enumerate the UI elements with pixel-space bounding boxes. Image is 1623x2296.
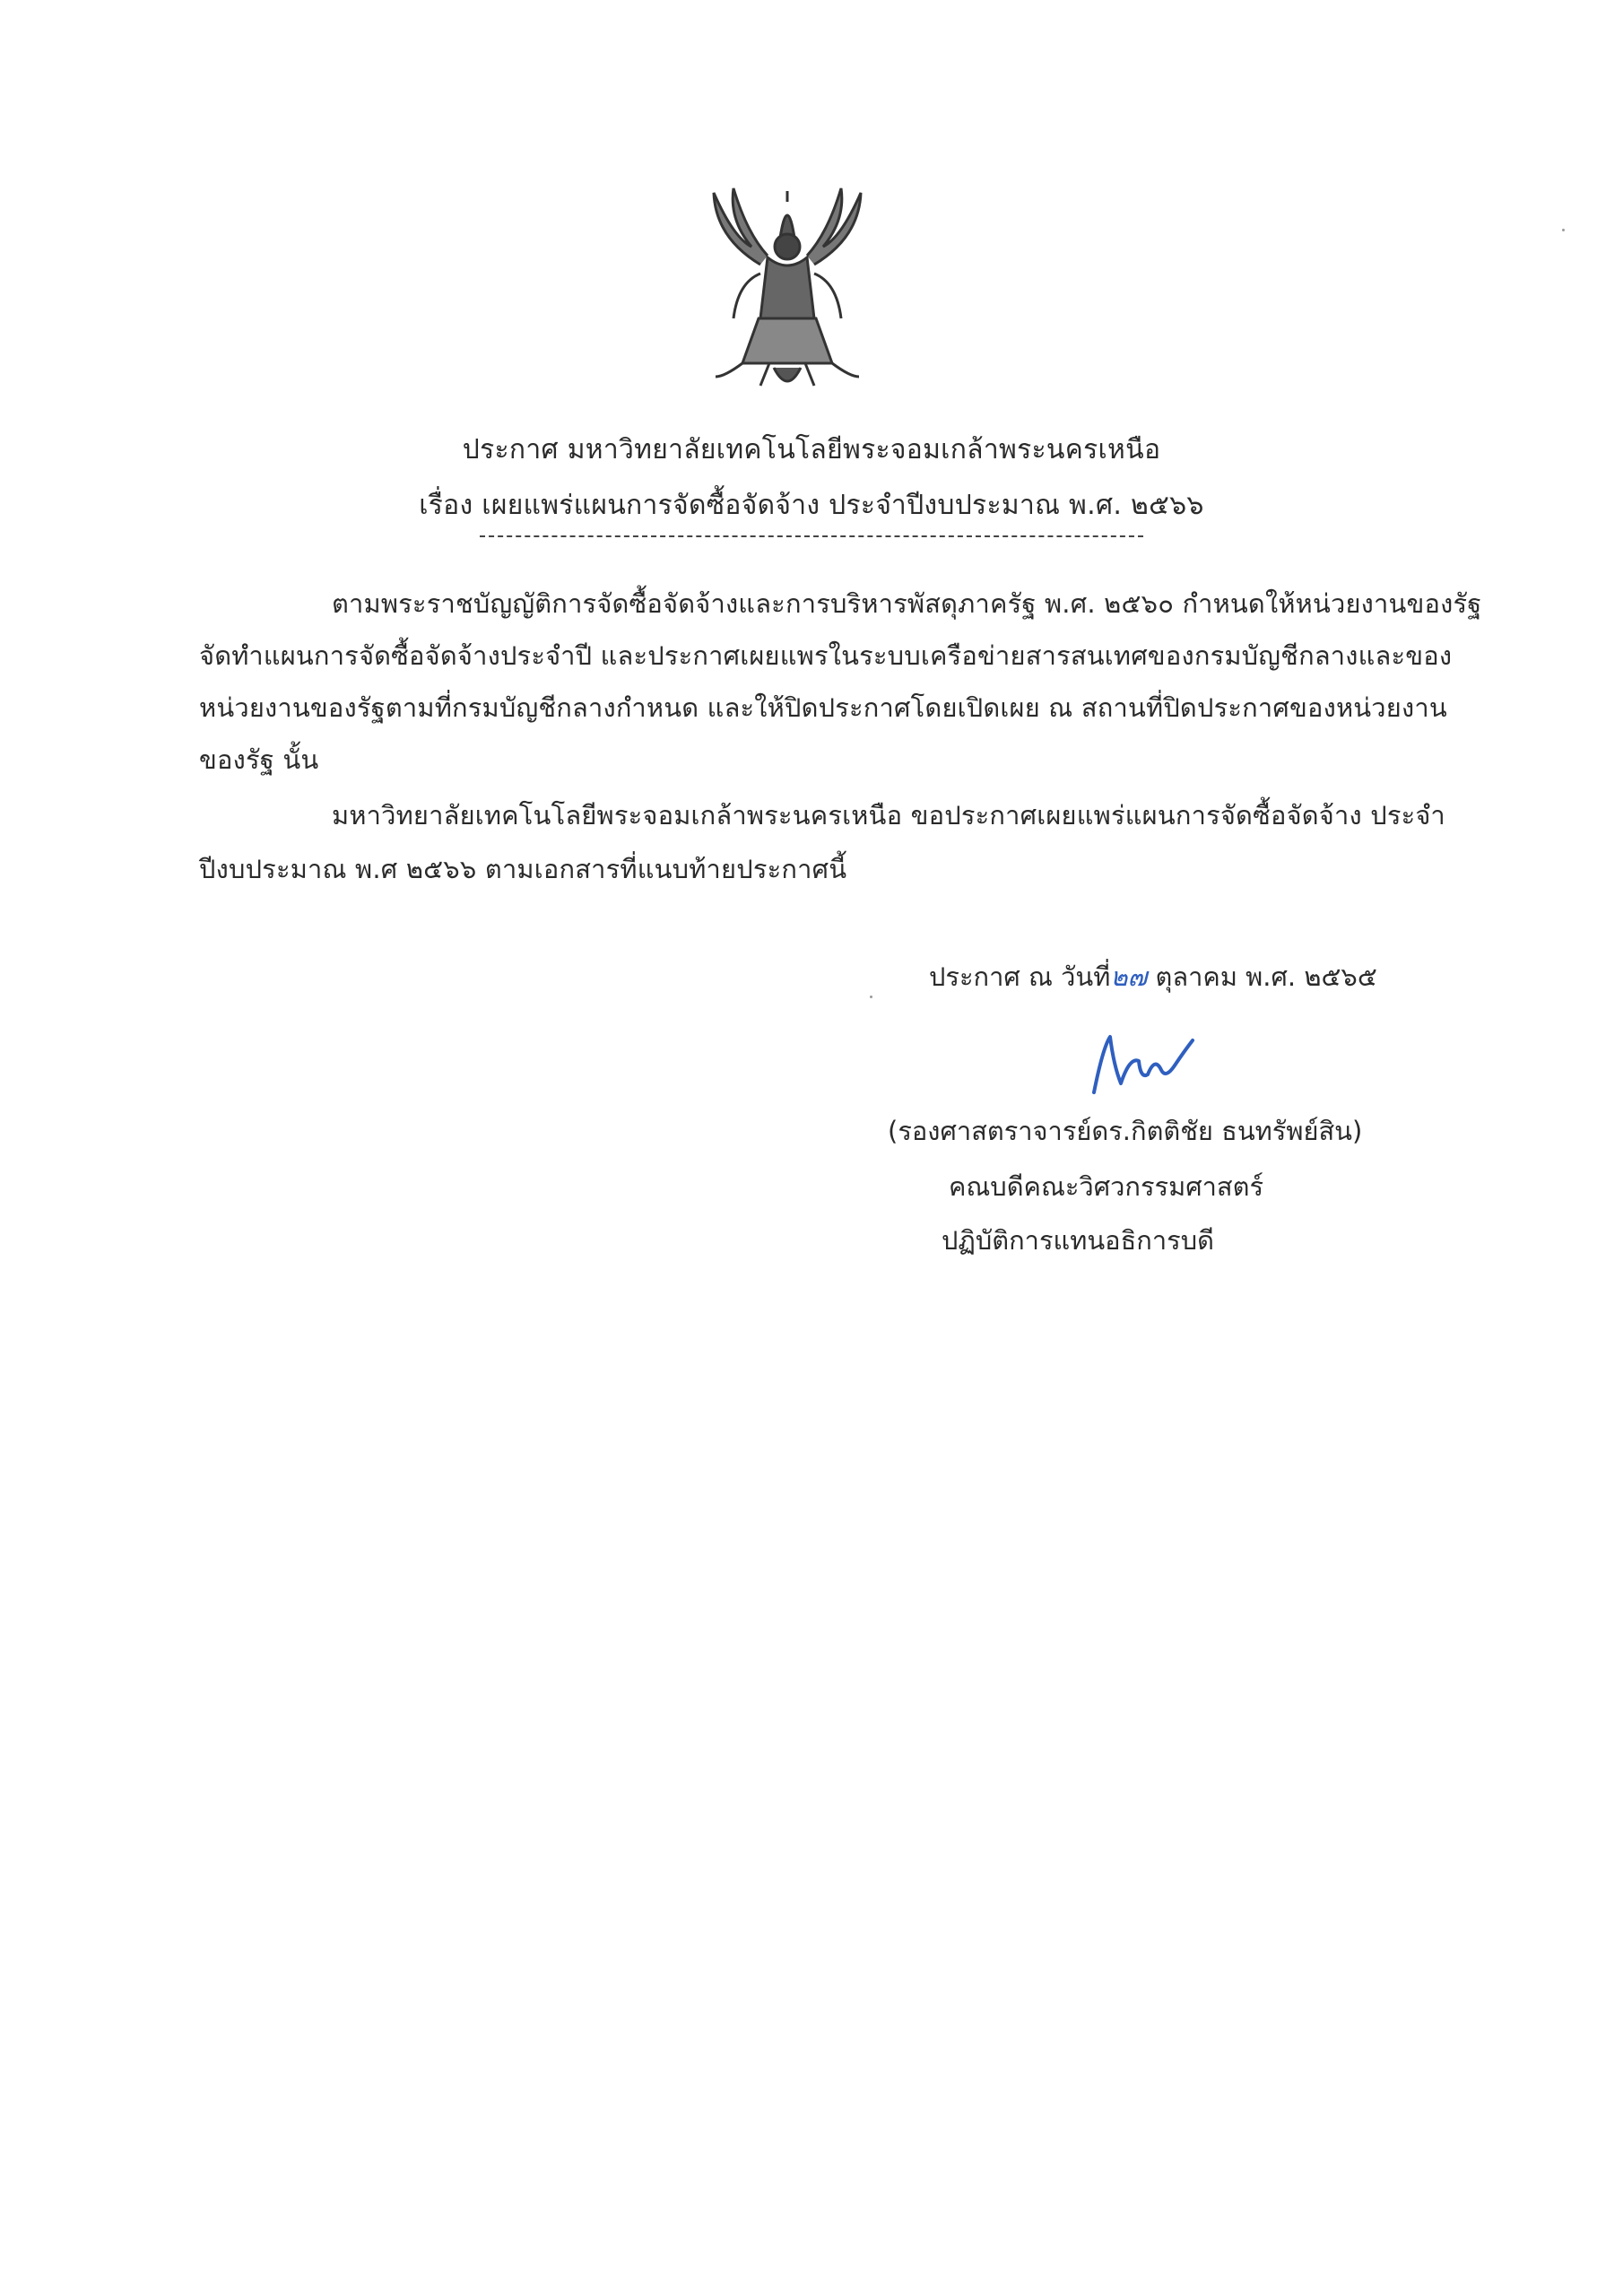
paragraph-1-line-3: หน่วยงานของรัฐตามที่กรมบัญชีกลางกำหนด และให้ปิดประกาศโดยเปิดเผย ณ สถานที่ปิดประกาศของหน่วยงาน [199,692,1447,723]
date-day: ๒๗ [1110,961,1148,992]
date-month-year: ตุลาคม พ.ศ. ๒๕๖๕ [1155,961,1377,992]
scan-speck [870,996,872,998]
scan-speck [1562,229,1565,231]
paragraph-2-line-1: มหาวิทยาลัยเทคโนโลยีพระจอมเกล้าพระนครเหนือ ขอประกาศเผยแพร่แผนการจัดซื้อจัดจ้าง ประจำ [332,800,1445,831]
announcement-subject: เรื่อง เผยแพร่แผนการจัดซื้อจัดจ้าง ประจำปีงบประมาณ พ.ศ. ๒๕๖๖ [419,490,1204,521]
handwritten-signature-icon [1085,1030,1219,1101]
paragraph-2-line-2: ปีงบประมาณ พ.ศ ๒๕๖๖ ตามเอกสารที่แนบท้ายประกาศนี้ [199,854,847,884]
paragraph-1-line-1: ตามพระราชบัญญัติการจัดซื้อจัดจ้างและการบริหารพัสดุภาครัฐ พ.ศ. ๒๕๖๐ กำหนดให้หน่วยงานของรัฐ [332,588,1482,619]
header-divider [480,535,1143,537]
announcement-date [929,956,1377,997]
paragraph-1-line-2: จัดทำแผนการจัดซื้อจัดจ้างประจำปี และประกาศเผยแพรในระบบเครือข่ายสารสนเทศของกรมบัญชีกลางและของ [199,640,1453,671]
signatory-position-2: ปฏิบัติการแทนอธิการบดี [942,1225,1214,1256]
date-prefix: ประกาศ ณ วันที่ [929,961,1111,992]
announcement-heading: ประกาศ มหาวิทยาลัยเทคโนโลยีพระจอมเกล้าพระนครเหนือ [462,434,1161,465]
signatory-position-1: คณบดีคณะวิศวกรรมศาสตร์ [949,1171,1264,1202]
paragraph-1-line-4: ของรัฐ นั้น [199,744,319,775]
signatory-name: (รองศาสตราจารย์ดร.กิตติชัย ธนทรัพย์สิน) [888,1116,1363,1146]
garuda-emblem-icon [698,184,877,395]
